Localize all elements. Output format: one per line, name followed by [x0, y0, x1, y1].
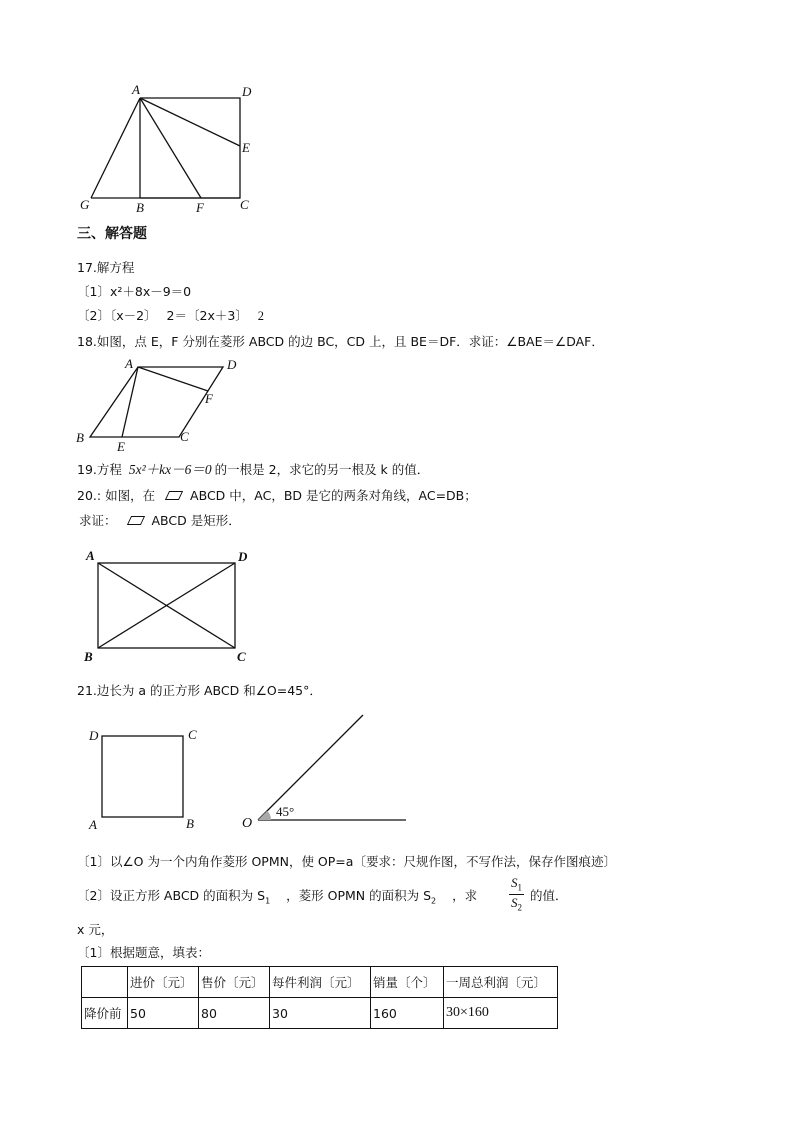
table-header-cell: 一周总利润〔元〕 [444, 967, 558, 998]
frac-num: S [511, 875, 518, 890]
q17-title: 17.解方程 [77, 260, 135, 275]
q17-part2-a: 〔2〕〔x－2〕 [77, 308, 157, 323]
frac-num-sub: 1 [517, 882, 522, 893]
table-header-cell: 进价〔元〕 [128, 967, 199, 998]
q21-part2-b: ，菱形 OPMN 的面积为 S [286, 888, 432, 903]
q21-part1: 〔1〕以∠O 为一个内角作菱形 OPMN，使 OP=a〔要求：尺规作图，不写作法，保存作图痕迹〕 [77, 854, 616, 869]
q21-part2-a: 〔2〕设正方形 ABCD 的面积为 S [77, 888, 266, 903]
figure-angle-o [240, 710, 415, 835]
q19-suffix: 的一根是 2，求它的另一根及 k 的值． [214, 462, 430, 477]
table-row [82, 998, 558, 1029]
point-label-d: D [89, 728, 99, 743]
point-label-b: B [136, 200, 144, 215]
fraction-s1-s2 [509, 876, 524, 912]
q17-part2-c: 2 [257, 309, 265, 323]
parallelogram-icon [126, 516, 144, 525]
table-cell: 160 [371, 998, 444, 1029]
point-label-f: F [205, 391, 213, 406]
figure-rectangle-diagonals [80, 545, 260, 670]
table-header-cell: 销量〔个〕 [371, 967, 444, 998]
table-header-cell: 售价〔元〕 [199, 967, 270, 998]
point-label-a: A [86, 548, 95, 563]
figure-rhombus-abcd [70, 355, 250, 455]
q21-text: 21.边长为 a 的正方形 ABCD 和∠O=45°． [77, 683, 322, 698]
q21-part2-d: 的值． [530, 888, 568, 903]
q20-line2 [79, 513, 241, 528]
table-cell: 30 [270, 998, 371, 1029]
q20-line1-b: ABCD 中，AC，BD 是它的两条对角线，AC=DB； [190, 488, 477, 503]
sub-2: 2 [431, 896, 437, 906]
frac-den: S [511, 894, 518, 910]
q21-part2 [77, 888, 477, 906]
point-label-a: A [89, 817, 97, 832]
point-label-d: D [227, 357, 237, 372]
q22-line2: 〔1〕根据题意，填表： [77, 945, 210, 960]
figure-square-abcd [85, 725, 215, 835]
point-label-b: B [186, 816, 194, 831]
point-label-d: D [242, 84, 252, 99]
table-header-row [82, 967, 558, 998]
q20-line1-a: 20.: 如图，在 [77, 488, 156, 503]
point-label-d: D [238, 549, 248, 564]
point-label-a: A [132, 82, 140, 97]
table-cell: 降价前 [82, 998, 128, 1029]
frac-den-sub: 2 [517, 902, 522, 913]
point-label-c: C [237, 649, 246, 664]
point-label-e: E [117, 439, 125, 454]
q20-line1 [77, 488, 477, 503]
point-label-c: C [188, 727, 197, 742]
point-label-c: C [240, 197, 249, 212]
q22-line1: x 元， [77, 922, 114, 937]
point-label-e: E [242, 140, 250, 155]
sub-1: 1 [265, 896, 271, 906]
vertex-label-o: O [242, 816, 253, 831]
q21-part2-c: ，求 [452, 888, 478, 903]
q20-line2-b: ABCD 是矩形． [151, 513, 241, 528]
q18-text: 18.如图，点 E，F 分别在菱形 ABCD 的边 BC，CD 上，且 BE＝DF．求证：∠BAE＝∠DAF． [77, 334, 604, 349]
point-label-g: G [80, 197, 90, 212]
section-title: 三、解答题 [77, 226, 147, 242]
point-label-b: B [76, 430, 84, 445]
figure-rectangle-gbfc [70, 80, 270, 220]
q19-prefix: 19.方程 [77, 462, 122, 477]
q19-equation: 5x²＋kx－6＝0 [128, 462, 212, 477]
point-label-c: C [180, 429, 189, 444]
table-header-cell [82, 967, 128, 998]
parallelogram-icon [165, 491, 183, 500]
q20-line2-a: 求证： [79, 513, 117, 528]
table-header-cell: 每件利润〔元〕 [270, 967, 371, 998]
q17-part2 [77, 308, 264, 324]
point-label-f: F [196, 200, 204, 215]
table-cell: 50 [128, 998, 199, 1029]
q17-part2-b: 2＝〔2x＋3〕 [166, 308, 248, 323]
profit-table [81, 966, 558, 1029]
q17-part1: 〔1〕x²＋8x－9＝0 [77, 284, 192, 299]
table-cell: 80 [199, 998, 270, 1029]
point-label-b: B [84, 649, 93, 664]
table-cell: 30×160 [444, 998, 558, 1029]
point-label-a: A [125, 356, 133, 371]
q19-text [77, 462, 429, 478]
angle-label: 45° [276, 804, 295, 819]
